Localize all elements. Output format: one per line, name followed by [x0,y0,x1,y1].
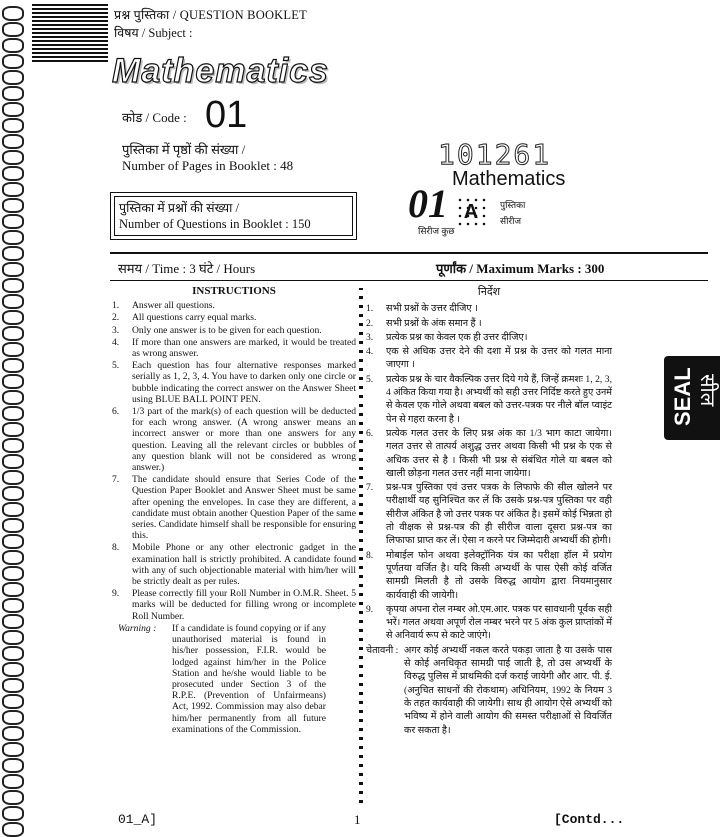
instruction-item [366,373,612,426]
instruction-item [366,427,612,480]
spiral-ring [2,614,24,629]
item-number: 2. [366,317,374,329]
spiral-ring [2,294,24,309]
instruction-item [112,474,356,541]
questions-label-hi: पुस्तिका में प्रश्नों की संख्या / [119,201,240,215]
seal-tab [664,356,720,440]
spiral-ring [2,182,24,197]
spiral-ring [2,774,24,789]
spiral-ring [2,86,24,101]
spiral-ring [2,582,24,597]
spiral-ring [2,726,24,741]
spiral-ring [2,646,24,661]
item-number: 3. [112,324,120,336]
spiral-ring [2,630,24,645]
spiral-ring [2,22,24,37]
spiral-ring [2,358,24,373]
instruction-item [112,588,356,622]
subject-label: विषय / Subject : [114,26,193,40]
instructions-hindi [366,286,612,738]
item-text: 1/3 part of the mark(s) of each question will be deducted for each wrong answer. (A wrong answer means an incorrect answer or more than one answers for any question. Leaving all the relevant circles or bubbles of any question blank will not be considered as wrong answer.) [132,406,356,474]
item-text: If more than one answers are marked, it would be treated as wrong answer. [132,336,356,360]
spiral-ring [2,742,24,757]
instruction-item [112,300,356,311]
spiral-ring [2,390,24,405]
warning-text-hi: अगर कोई अभ्यर्थी नकल करते पकड़ा जाता है या उसके पास से कोई अनधिकृत सामग्री पाई जाती है, तो उस अभ्यर्थी के विरुद्ध पुलिस में प्राथमिकी दर्ज कराई जायेगी और आर. पी. ई. (अनुचित साधनों की रोकथाम) अधिनियम, 1992 के नियम 3 के तहत कार्यवाही की जायेगी। साथ ही आयोग ऐसे अभ्यर्थी को भविष्य में होने वाली आयोग की समस्त परीक्षाओं से विवर्जित कर सकता है। [404,644,612,736]
spiral-ring [2,422,24,437]
spiral-ring [2,278,24,293]
spiral-ring [2,502,24,517]
divider-top [110,252,708,254]
max-marks-label: पूर्णांक / Maximum Marks : 300 [436,261,605,276]
item-text: कृपया अपना रोल नम्बर ओ.एम.आर. पत्रक पर सावधानी पूर्वक सही भरें। गलत अथवा अपूर्ण रोल नम्बर भरने पर 5 अंक कुल प्राप्तांकों में से अनिवार्य रूप से काटे जाएंगे। [386,603,612,642]
instruction-item [366,549,612,602]
item-number: 9. [112,588,120,600]
spiral-ring [2,198,24,213]
stamp-series-label: सीरीज [500,216,522,226]
stamp-subject: Mathematics [452,168,566,190]
item-text: प्रत्येक प्रश्न के चार वैकल्पिक उत्तर दिये गये हैं, जिन्हें क्रमशः 1, 2, 3, 4 अंकित किया गया है। अभ्यर्थी को सही उत्तर निर्दिष्ट करते हुए उनमें से केवल एक गोले अथवा बबल को उत्तर-पत्रक पर नीले बॉल प्वाइंट पेन से गहरा करना है । [386,373,613,425]
spiral-ring [2,150,24,165]
spiral-ring [2,374,24,389]
instruction-item [366,317,612,330]
item-text: प्रत्येक प्रश्न का केवल एक ही उत्तर दीजिए। [386,331,528,343]
item-number: 7. [112,474,120,486]
stamp-series: A [456,196,486,228]
spiral-ring [2,246,24,261]
questions-label-en: Number of Questions in Booklet : 150 [119,217,311,231]
spiral-ring [2,598,24,613]
spiral-ring [2,822,24,837]
code-label: कोड / Code : [122,110,187,125]
instruction-item [366,331,612,344]
item-text: All questions carry equal marks. [132,312,257,324]
spiral-ring [2,710,24,725]
spiral-ring [2,486,24,501]
item-text: सभी प्रश्नों के अंक समान हैं । [386,317,482,329]
spiral-ring [2,662,24,677]
spiral-ring [2,310,24,325]
warning-label: Warning : [118,622,157,634]
spiral-ring [2,6,24,21]
serial-number: 101261 [438,138,552,171]
spiral-ring [2,790,24,805]
column-divider-dots [359,288,363,803]
seal-label-hi: सील [696,374,718,407]
item-number: 2. [112,312,120,324]
item-number: 5. [366,373,374,385]
instruction-item [112,406,356,473]
item-text: The candidate should ensure that Series Code of the Question Paper Booklet and Answer Sheet must be same after opening the envelopes. In case they are different, a candidate must obtain another Question Paper of the same series. Candidate himself shall be responsible for ensuring this. [132,474,356,542]
item-number: 6. [366,427,374,439]
instruction-item [112,360,356,405]
questions-box [110,192,357,240]
nirdesh-title: निर्देश [477,286,501,298]
instructions-english [112,286,356,735]
page-number: 1 [354,812,361,827]
spiral-ring [2,102,24,117]
item-number: 1. [366,303,374,315]
instruction-item [366,345,612,372]
spiral-ring [2,758,24,773]
footer-code: 01_A] [118,812,158,827]
time-label: समय / Time : 3 घंटे / Hours [118,261,256,276]
item-text: मोबाईल फोन अथवा इलेक्ट्रॉनिक यंत्र का परीक्षा हॉल में प्रयोग पूर्णतया वर्जित है। यदि किसी अभ्यर्थी के पास ऐसी कोई वर्जित सामग्री मिलती है तो उसके विरुद्ध आयोग द्वारा नियमानुसार कार्यवाही की जायेगी। [386,549,612,601]
item-text: Please correctly fill your Roll Number in O.M.R. Sheet. 5 marks will be deducted for filling wrong or incomplete Roll Number. [132,588,356,622]
item-text: प्रश्न-पत्र पुस्तिका एवं उत्तर पत्रक के लिफाफे की सील खोलने पर परीक्षार्थी यह सुनिश्चित कर लें कि उसके प्रश्न-पत्र पुस्तिका पर वही सीरीज अंकित है जो उत्तर पत्रक पर अंकित है। इसमें कोई भिन्नता हो तो वीक्षक से प्रश्न-पत्र की ही सीरीज वाला दूसरा प्रश्न-पत्र का लिफाफा प्राप्त कर लें। ऐसा न करने पर जिम्मेदारी अभ्यर्थी की होगी। [386,482,612,547]
code-value: 01 [205,94,248,136]
spiral-ring [2,406,24,421]
instruction-item [366,481,612,547]
item-number: 4. [112,336,120,348]
item-text: Mobile Phone or any other electronic gadget in the examination hall is strictly prohibited. A candidate found with any of such objectionable material with him/her will be strictly dealt as per rules. [132,542,356,588]
item-number: 6. [112,406,120,418]
spiral-ring [2,118,24,133]
spiral-ring [2,550,24,565]
warning-text: If a candidate is found copying or if any unauthorised material is found in his/her possession, F.I.R. would be lodged against him/her in the Police Station and he/she would liable to be prosecuted under Section 3 of the R.P.E. (Prevention of Unfairmeans) Act, 1992. Commission may also debar him/her permanently from all future examinations of the Commission. [172,622,326,735]
item-text: एक से अधिक उत्तर देने की दशा में प्रश्न के उत्तर को गलत माना जाएगा । [386,346,612,371]
spiral-ring [2,454,24,469]
item-text: Answer all questions. [132,300,215,312]
item-number: 4. [366,346,374,358]
item-number: 7. [366,482,374,494]
barcode-strip [32,4,108,62]
pages-label-hi: पुस्तिका में पृष्ठों की संख्या / [122,142,246,157]
spiral-ring [2,166,24,181]
item-text: सभी प्रश्नों के उत्तर दीजिए । [386,303,478,315]
item-text: प्रत्येक गलत उत्तर के लिए प्रश्न अंक का 1/3 भाग काटा जायेगा। गलत उत्तर से तात्पर्य अशुद्ध उत्तर अथवा किसी भी प्रश्न के एक से अधिक उत्तर से है । किसी भी प्रश्न से संबंधित गोले या बबल को खाली छोड़ना गलत उत्तर नहीं माना जायेगा। [386,427,612,479]
spiral-ring [2,70,24,85]
instruction-item [112,542,356,587]
pages-label-en: Number of Pages in Booklet : 48 [122,158,294,173]
instruction-item [112,325,356,336]
spiral-ring [2,230,24,245]
spiral-ring [2,566,24,581]
subject-title: Mathematics [112,52,329,90]
instruction-item [112,312,356,323]
warning-english [112,623,356,735]
spiral-ring [2,518,24,533]
spiral-ring [2,534,24,549]
spiral-ring [2,326,24,341]
divider-bottom [110,280,708,281]
instructions-title: INSTRUCTIONS [192,285,276,297]
instruction-item [112,337,356,359]
continued-label: [Contd... [554,812,625,827]
item-number: 1. [112,300,120,312]
spiral-ring [2,54,24,69]
item-number: 3. [366,331,374,343]
item-number: 8. [366,549,374,561]
warning-label-hi: चेतावनी : [366,644,399,656]
instruction-item [366,302,612,315]
spiral-ring [2,342,24,357]
spiral-ring [2,438,24,453]
instruction-item [366,603,612,643]
spiral-ring [2,806,24,821]
item-number: 9. [366,603,374,615]
item-number: 5. [112,360,120,372]
stamp-booklet-label: पुस्तिका [500,200,526,210]
spiral-binding [0,0,24,833]
spiral-ring [2,38,24,53]
spiral-ring [2,134,24,149]
seal-label-en: SEAL [670,367,695,426]
stamp-serial-label: सिरीज कुछ [418,226,455,236]
item-text: Each question has four alternative responses marked serially as 1, 2, 3, 4. You have to darken only one circle or bubble indicating the correct answer on the Answer Sheet using BLUE BALL POINT PEN. [132,360,356,405]
spiral-ring [2,214,24,229]
spiral-ring [2,678,24,693]
item-text: Only one answer is to be given for each question. [132,324,322,336]
item-number: 8. [112,542,120,554]
spiral-ring [2,470,24,485]
spiral-ring [2,694,24,709]
spiral-ring [2,262,24,277]
booklet-label: प्रश्न पुस्तिका / QUESTION BOOKLET [114,8,307,22]
stamp-code: 01 [408,181,448,226]
warning-hindi [366,644,612,737]
